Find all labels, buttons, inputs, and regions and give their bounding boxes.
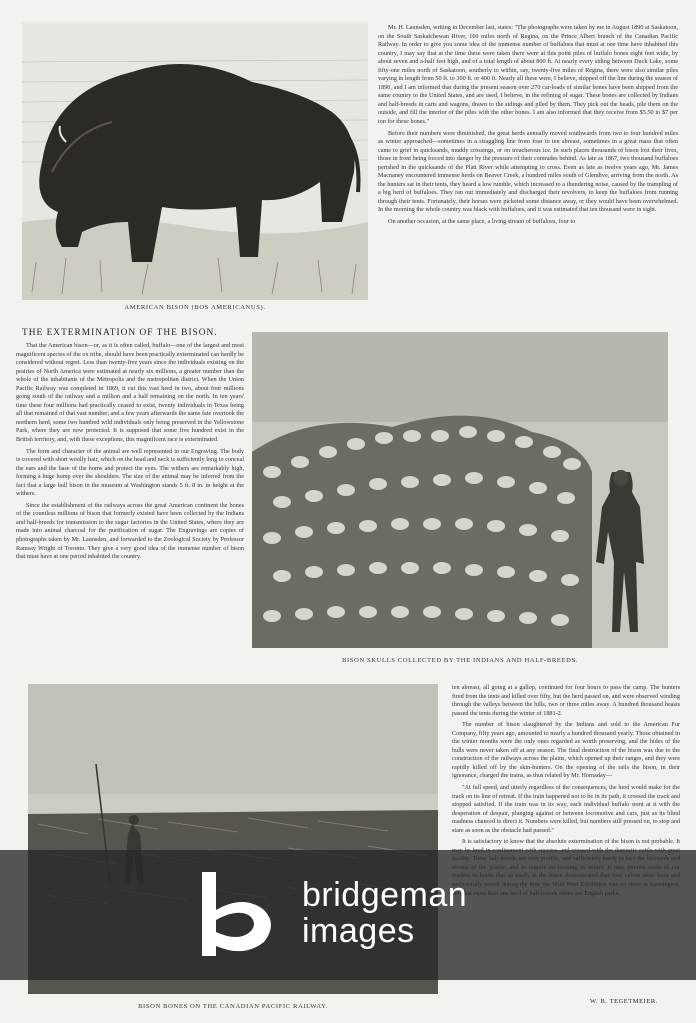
skulls-illustration [252,332,668,648]
bison-caption: AMERICAN BISON (BOS AMERICANUS). [124,304,266,311]
watermark-text-line2: images [302,912,415,950]
paragraph: Since the establishment of the railways across the great American continent the bones of the countless millions of bison that formerly existed have been collected by the Indians and half-breeds for transmission to the sugar factories in the United States, where they are made into animal charcoal for the purification of sugar. The Engravings are copies of photographs taken by Mr. Launsden, and forwarded to the Zoological Society by Professor Ramsay Wright of Toronto. They give a very good idea of the immense number of bison that must have at one period inhabited the country. [16,501,244,561]
article-right-top [378,24,678,316]
paragraph: It is satisfactory to know that the absolute extermination of the bison is not probable. It [462,838,680,846]
bones-caption: BISON BONES ON THE CANADIAN PACIFIC RAILWAY. [138,1003,328,1010]
paragraph: The form and character of the animal are well represented in our Engraving. The body is covered with short woolly hair, which on the head and neck is sufficiently long to conceal the ears and the base of the horns and protect the eyes. The withers are remarkably high, forming a huge hump over the shoulders. The size of the animal may be inferred from the fact that a large bull bison in the museum at Washington stands 5 ft. 8 in. in height at the withers. [16,447,244,498]
bison-illustration [22,22,368,300]
paragraph: Mr. H. Launsden, writing in December last, states: "The photographs were taken by me in August 1890 at Saskatoon, on the South Saskatchewan River, 160 miles north of Regina, on the Prince Albert branch of the Canadian Pacific Railway. In order to give you some idea of the immense number of buffaloes that must at one time have inhabited this country, I may say that at the time these were taken there were at this point piles of buffalo bones eight feet wide, by about seven and a-half feet high, and of a total length of about 800 ft. At nearly every siding between Duck Lake, some fifty-one miles north of Saskatoon, southerly to within, say, twenty-five miles of Regina, there were also similar piles varying in length from 50 ft. to 300 ft. or 400 ft. Nearly all these were, I believe, shipped off the line during the season of 1890, and I am informed that during the present season over 270 car-loads of similar bones have been shipped from the same country to the United States, and are used, I believe, in the refining of sugar. These bones are collected by Indians and half-breeds in carts and wagons, drawn to the sidings and piled by them. They pick out the heads, pile them on the outside, and fill the interior of the piles with the other bones. I am also informed that they receive from $5.50 to $7 per ton for these bones." [378,24,678,126]
paragraph: ten abreast, all going at a gallop, continued for four hours to pass the camp. The hunters fired from the tents and killed over fifty, but the herd passed on, and were observed winding through the valleys between the hills, two or three miles away. A hundred thousand beasts passed the tents during the winter of 1881-2. [452,684,680,717]
paragraph: On another occasion, at the same place, a living stream of buffaloes, four to [388,218,576,226]
skulls-photograph [252,332,668,648]
paragraph: Before their numbers were diminished, the great herds annually moved southwards from two to four hundred miles as winter approached—sometimes in a straggling line from four to ten abreast, sometimes in a great mass that often came to grief in quicksands, muddy crossings, or on treacherous ice. In such places thousands of bison lost their lives, those in front being forced into danger by the pressure of their comrades behind. As late as 1867, two thousand buffaloes perished in the quicksands of the Platt River while attempting to cross. Even as late as twelve years ago, Mr. James Macnaney encountered immense herds on Beaver Creek, a hundred miles south of Glendive, arriving from the north. As the hunters sat in their tents, they heard a low rumble, which increased to a thundering noise, caused by the trampling of a big herd of buffaloes. They ran out immediately and discharged their revolvers, to keep the buffaloes from running through their tents. Fortunately, their horses were picketed some distance away, or they would have been overwhelmed. In the morning the whole country was black with buffaloes, and it was estimated that ten thousand were in sight. [378,129,678,214]
paragraph: "At full speed, and utterly regardless of the consequences, the herd would make for the track on its line of retreat. If the train happened not to be in its path, it crossed the track and stopped satisfied. If the train was in its way, each individual buffalo went at it with the desperation of despair, plunging against or between locomotive and cars, just as its blind madness chanced to direct it. Numbers were killed, but numbers still pressed on, to stop and stare as soon as the obstacle had passed." [452,784,680,834]
paragraph: The number of bison slaughtered by the Indians and sold to the American Fur Company, fifty years ago, amounted to nearly a hundred thousand yearly. Those obtained in the winter months were the only ones regarded as worth preserving, and the hides of the bulls were never taken off at any season. The final destruction of the bison was due to the construction of the railways across the plains, which opened up their ranges, and they were rapidly killed off by the skin-hunters. On the opening of the rails the bison, in their ignorance, charged the trains, as thus related by Mr. Hornaday— [452,721,680,780]
author-signature: W. B. TEGETMEIER. [590,998,658,1005]
paragraph: That the American bison—or, as it is often called, buffalo—one of the largest and most magnificent species of the ox tribe, should have been practically exterminated can hardly be considered without regret. Less than twenty-five years since the individuals existing on the prairies of North America were estimated at nearly six millions, a greater number than the whole of the inhabitants of the Metropolis and the metropolitan district. When the Union Pacific Railway was completed in 1869, it cut this vast herd in two, about four millions going south of the railway and a million and a half remaining on the north. In ten years' time these four millions had practically ceased to exist, twenty individuals in Texas being all that remained of that vast number; and a few years afterwards the same fate overtook the northern herd, some two hundred wild individuals only being preserved in the Yellowstone Park, where they are now protected. It is supposed that some five hundred exist in the British territory, and, with these exceptions, this magnificent race is exterminated. [16,342,244,444]
watermark-text-line1: bridgeman [302,876,468,914]
bison-engraving [22,22,368,300]
skulls-caption: BISON SKULLS COLLECTED BY THE INDIANS AND HALF-BREEDS. [341,657,579,664]
article-title: THE EXTERMINATION OF THE BISON. [22,328,218,338]
bridgeman-logo-icon [200,866,280,962]
article-left-column [16,342,244,668]
